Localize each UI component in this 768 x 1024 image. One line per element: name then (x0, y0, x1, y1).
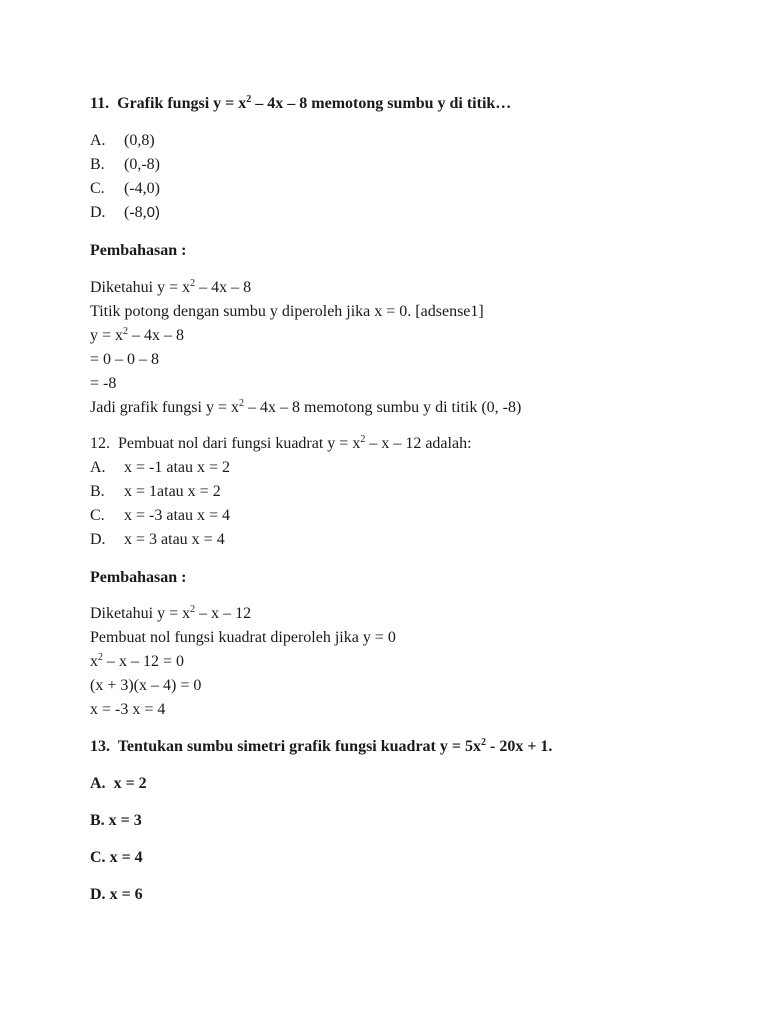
exponent: 2 (190, 278, 196, 289)
option-text: x = 1atau x = 2 (124, 483, 221, 500)
question-stem: Pembuat nol dari fungsi kuadrat y = x (118, 435, 361, 452)
question-number: 13. (90, 738, 110, 755)
option-text: x = -1 atau x = 2 (124, 459, 231, 476)
option-c (90, 506, 230, 526)
option-a (90, 458, 230, 478)
solution-line: = -8 (90, 375, 117, 392)
option-text: (-4,0) (124, 180, 160, 197)
question-13 (90, 737, 552, 757)
exponent: 2 (98, 652, 103, 663)
solution-line: $y = x^2 - 4x - 8$ (90, 326, 185, 344)
solution-line: Diketahui $y = x^2 - 4x - 8$ (90, 278, 252, 296)
option-letter: D. (90, 531, 106, 548)
option-letter: D. (90, 204, 106, 221)
option-text: x = 2 (113, 775, 147, 792)
option-text: (-8, (124, 204, 147, 221)
question-stem: – 4x – 8 memotong sumbu y di titik… (251, 95, 512, 112)
question-number: 12. (90, 435, 110, 452)
option-c (90, 848, 143, 868)
option-text: x = 4 (109, 849, 143, 866)
option-b (90, 482, 221, 502)
option-letter: B. (90, 483, 105, 500)
exponent: 2 (360, 434, 366, 445)
question-number: 11. (90, 95, 110, 112)
option-a (90, 131, 155, 151)
option-letter: A. (90, 132, 106, 149)
solution-line: x = -3 x = 4 (90, 701, 166, 718)
question-stem: – x – 12 adalah: (365, 435, 472, 452)
option-letter: C. (90, 849, 106, 866)
question-stem: Grafik fungsi y = x (117, 95, 247, 112)
solution-line: Pembuat nol fungsi kuadrat diperoleh jika y = 0 (90, 629, 396, 646)
question-stem: Tentukan sumbu simetri grafik fungsi kuadrat y = 5x (117, 738, 481, 755)
question-stem: - 20x + 1. (485, 738, 553, 755)
option-letter: C. (90, 507, 105, 524)
pembahasan-heading: Pembahasan : (90, 242, 187, 259)
option-letter: D. (90, 886, 106, 903)
option-letter: B. (90, 812, 105, 829)
option-b (90, 811, 142, 831)
solution-line: (x + 3)(x – 4) = 0 (90, 677, 202, 694)
exponent: 2 (246, 94, 252, 105)
option-b (90, 155, 160, 175)
option-c (90, 179, 160, 199)
option-d (90, 885, 143, 905)
option-text: (0,-8) (124, 156, 160, 173)
option-letter: A. (90, 775, 106, 792)
option-text: x = 6 (109, 886, 143, 903)
exponent: 2 (239, 398, 244, 409)
exponent: 2 (123, 326, 129, 337)
solution-line: = 0 – 0 – 8 (90, 351, 160, 368)
question-11 (90, 94, 511, 114)
option-d (90, 203, 160, 223)
option-d (90, 530, 225, 550)
solution-line: $x^2 - x - 12 = 0$ (90, 652, 185, 670)
option-letter: A. (90, 459, 106, 476)
option-text: (0,8) (124, 132, 155, 149)
solution-line: Jadi grafik fungsi $y = x^2 - 4x - 8$ memotong sumbu y di titik (0, -8) (90, 398, 522, 416)
pembahasan-heading: Pembahasan : (90, 569, 187, 586)
option-text: x = 3 (108, 812, 142, 829)
exponent: 2 (480, 737, 486, 748)
question-12 (90, 434, 472, 454)
option-letter: B. (90, 156, 105, 173)
option-letter: C. (90, 180, 105, 197)
solution-line: Titik potong dengan sumbu y diperoleh jika x = 0. [adsense1] (90, 303, 484, 320)
option-text: 0) (146, 204, 160, 221)
solution-line: Diketahui $y = x^2 - x - 12$ (90, 604, 252, 622)
option-a (90, 774, 147, 794)
option-text: x = -3 atau x = 4 (124, 507, 231, 524)
exponent: 2 (190, 604, 196, 615)
option-text: x = 3 atau x = 4 (124, 531, 225, 548)
